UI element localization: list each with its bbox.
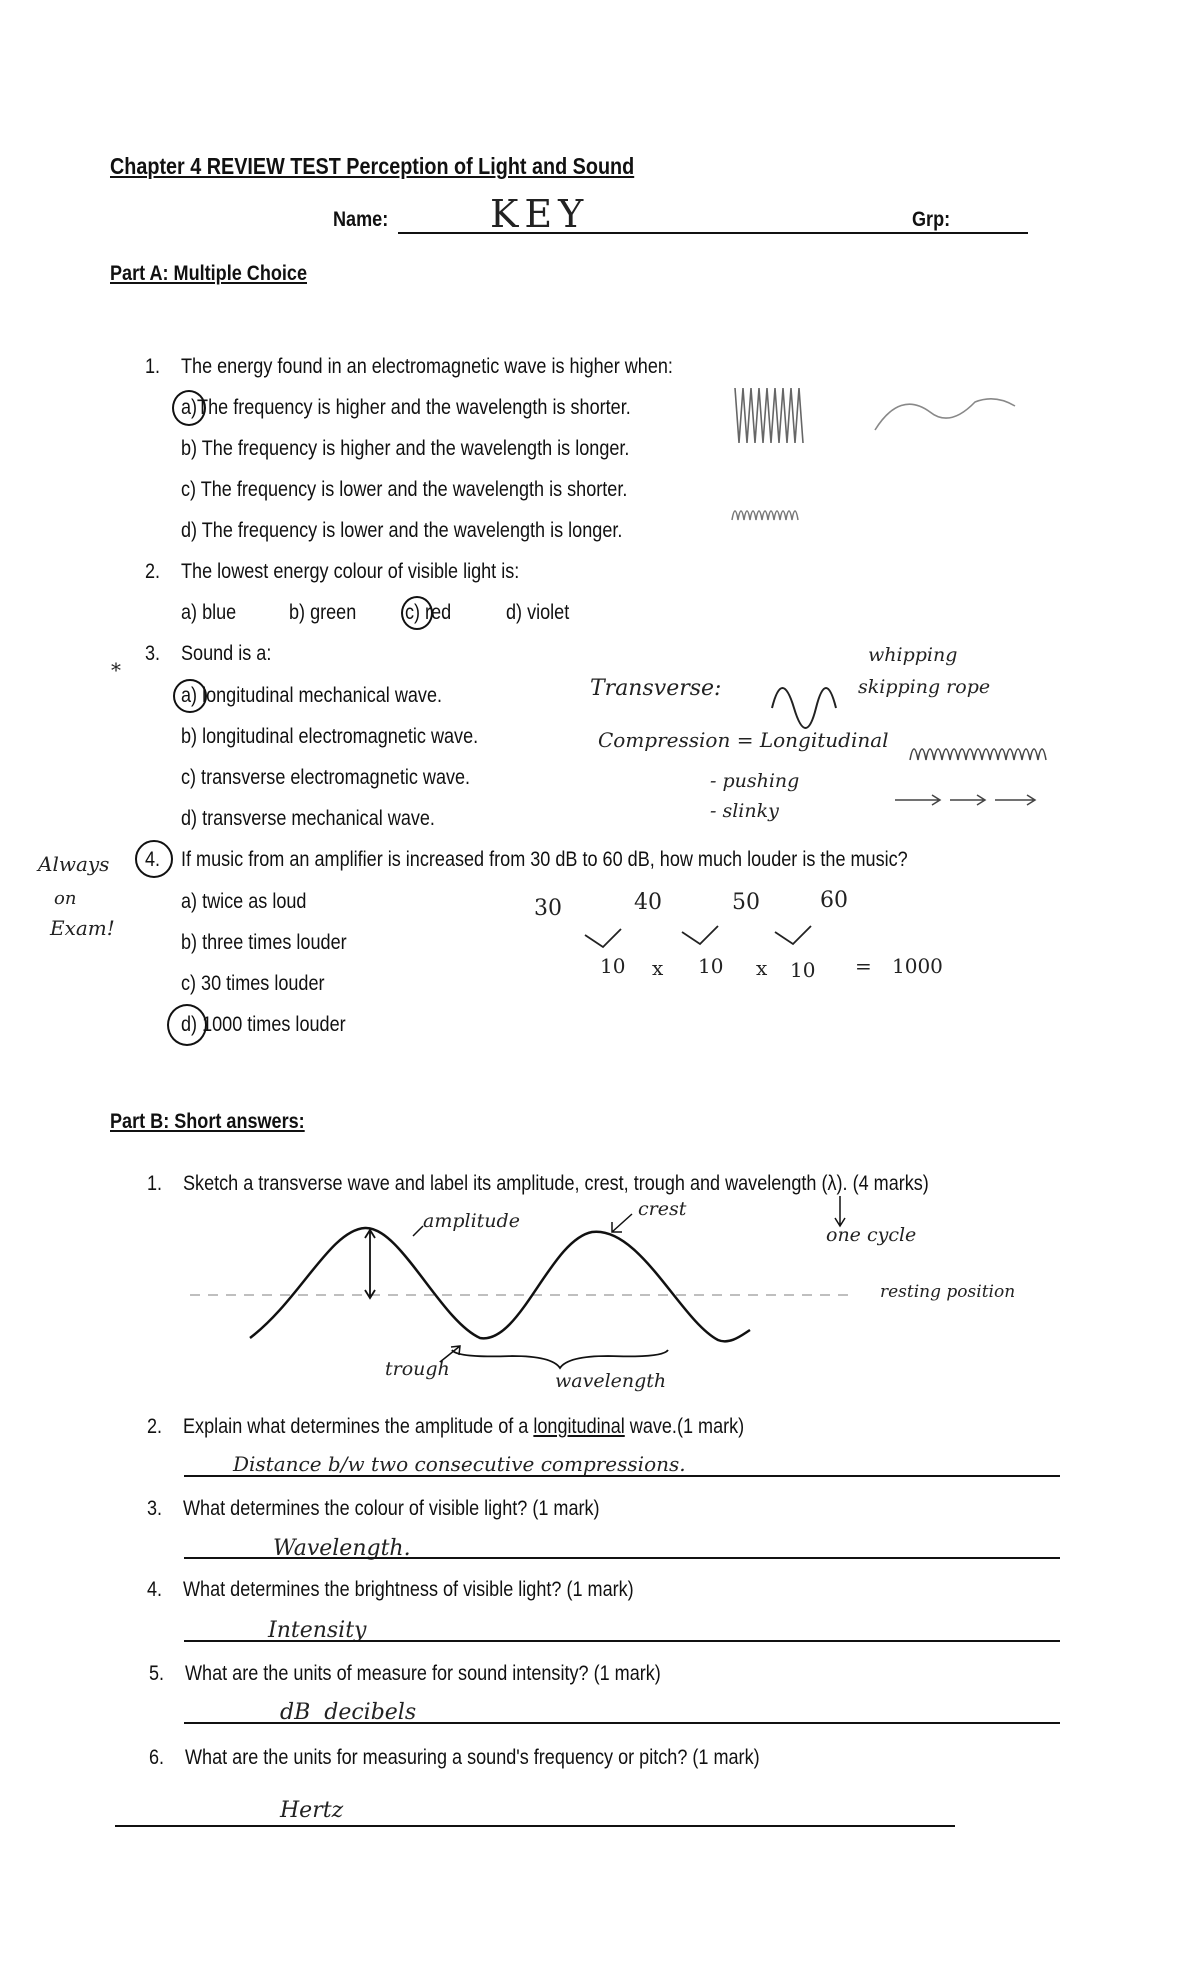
transverse-wave bbox=[250, 1228, 750, 1341]
note-compression: Compression = Longitudinal bbox=[598, 728, 889, 752]
calc-db60: 60 bbox=[820, 888, 848, 913]
q4-option-c: c) 30 times louder bbox=[181, 972, 325, 995]
arrows-sketch bbox=[895, 795, 1035, 805]
label-wavelength: wavelength bbox=[555, 1370, 667, 1392]
q4-number: 4. bbox=[145, 848, 161, 871]
b-q5-answer: dB decibels bbox=[280, 1700, 417, 1725]
label-amplitude: amplitude bbox=[423, 1210, 520, 1232]
b-q4-answer: Intensity bbox=[268, 1618, 367, 1643]
name-label: Name: bbox=[333, 208, 389, 231]
star-mark: * bbox=[111, 658, 121, 682]
label-resting-position: resting position bbox=[880, 1282, 1016, 1302]
scribble-sketch bbox=[732, 511, 798, 520]
b-q3-text: What determines the colour of visible light? (1 mark) bbox=[183, 1497, 600, 1520]
q3-option-b: b) longitudinal electromagnetic wave. bbox=[181, 725, 479, 748]
note-exam: Exam! bbox=[50, 916, 115, 940]
b-q6-text: What are the units for measuring a sound's frequency or pitch? (1 mark) bbox=[185, 1746, 760, 1769]
b-q6-answer: Hertz bbox=[280, 1798, 344, 1823]
b-q4-number: 4. bbox=[147, 1578, 163, 1601]
part-b-heading: Part B: Short answers: bbox=[110, 1110, 305, 1133]
q4-text: If music from an amplifier is increased from 30 dB to 60 dB, how much louder is the music? bbox=[181, 848, 908, 871]
q4-option-d: d) 1000 times louder bbox=[181, 1013, 346, 1036]
calc-term: 10 bbox=[698, 954, 724, 978]
calc-result: 1000 bbox=[892, 954, 943, 978]
coil-sketch bbox=[910, 749, 1046, 760]
q2-option-a: a) blue bbox=[181, 601, 237, 624]
wavelength-brace bbox=[452, 1350, 668, 1368]
wave-sketch bbox=[875, 399, 1015, 430]
calc-equals: = bbox=[855, 954, 872, 978]
tick-icon bbox=[775, 926, 811, 944]
note-always: Always bbox=[38, 852, 110, 876]
b-q1-number: 1. bbox=[147, 1172, 163, 1195]
q1-text: The energy found in an electromagnetic wave is higher when: bbox=[181, 355, 673, 378]
calc-term: 10 bbox=[790, 958, 816, 982]
q2-option-c: c) red bbox=[405, 601, 452, 624]
label-one-cycle: one cycle bbox=[826, 1224, 917, 1246]
calc-times: x bbox=[652, 956, 664, 980]
note-skipping-rope: skipping rope bbox=[858, 676, 991, 698]
b-q5-text: What are the units of measure for sound intensity? (1 mark) bbox=[185, 1662, 661, 1685]
name-value: KEY bbox=[490, 192, 590, 236]
tick-icon bbox=[585, 929, 621, 947]
crest-arrow bbox=[612, 1214, 632, 1232]
tick-icon bbox=[682, 926, 718, 944]
calc-db40: 40 bbox=[634, 890, 662, 915]
one-cycle-arrow bbox=[835, 1196, 845, 1226]
scribble-sketch bbox=[735, 388, 803, 443]
q3-text: Sound is a: bbox=[181, 642, 272, 665]
b-q3-answer: Wavelength. bbox=[273, 1536, 411, 1561]
b-q2-text: Explain what determines the amplitude of a longitudinal wave.(1 mark) bbox=[183, 1415, 745, 1438]
q4-option-a: a) twice as loud bbox=[181, 890, 307, 913]
q3-number: 3. bbox=[145, 642, 161, 665]
q2-text: The lowest energy colour of visible light is: bbox=[181, 560, 520, 583]
b-q2-answer: Distance b/w two consecutive compressions. bbox=[233, 1452, 686, 1476]
q4-option-b: b) three times louder bbox=[181, 931, 347, 954]
amplitude-arrow bbox=[365, 1230, 375, 1298]
calc-db30: 30 bbox=[534, 896, 562, 921]
page-title: Chapter 4 REVIEW TEST Perception of Light and Sound bbox=[110, 153, 635, 179]
q2-option-b: b) green bbox=[289, 601, 357, 624]
calc-times: x bbox=[756, 956, 768, 980]
label-crest: crest bbox=[638, 1198, 687, 1220]
calc-term: 10 bbox=[600, 954, 626, 978]
b-q6-number: 6. bbox=[149, 1746, 165, 1769]
calc-db50: 50 bbox=[732, 890, 760, 915]
amplitude-pointer bbox=[413, 1226, 423, 1236]
grp-label: Grp: bbox=[912, 208, 951, 231]
note-on: on bbox=[54, 888, 77, 909]
note-transverse: Transverse: bbox=[590, 676, 722, 701]
q1-option-d: d) The frequency is lower and the wavelength is longer. bbox=[181, 519, 623, 542]
q1-number: 1. bbox=[145, 355, 161, 378]
b-q4-text: What determines the brightness of visible light? (1 mark) bbox=[183, 1578, 634, 1601]
q1-option-c: c) The frequency is lower and the wavelength is shorter. bbox=[181, 478, 628, 501]
q2-option-d: d) violet bbox=[506, 601, 570, 624]
transverse-wave-icon bbox=[772, 688, 836, 728]
note-pushing: - pushing bbox=[710, 770, 800, 792]
q2-number: 2. bbox=[145, 560, 161, 583]
part-a-heading: Part A: Multiple Choice bbox=[110, 262, 308, 285]
b-q1-text: Sketch a transverse wave and label its amplitude, crest, trough and wavelength (λ). (4 marks) bbox=[183, 1172, 929, 1195]
b-q2-number: 2. bbox=[147, 1415, 163, 1438]
q3-option-a: a) longitudinal mechanical wave. bbox=[181, 684, 443, 707]
q3-option-c: c) transverse electromagnetic wave. bbox=[181, 766, 471, 789]
label-trough: trough bbox=[385, 1358, 450, 1380]
b-q3-number: 3. bbox=[147, 1497, 163, 1520]
q1-option-b: b) The frequency is higher and the wavelength is longer. bbox=[181, 437, 630, 460]
note-slinky: - slinky bbox=[710, 800, 779, 822]
q3-option-d: d) transverse mechanical wave. bbox=[181, 807, 435, 830]
q1-option-a: a)The frequency is higher and the wavelength is shorter. bbox=[181, 396, 631, 419]
b-q5-number: 5. bbox=[149, 1662, 165, 1685]
note-whipping: whipping bbox=[868, 644, 958, 666]
